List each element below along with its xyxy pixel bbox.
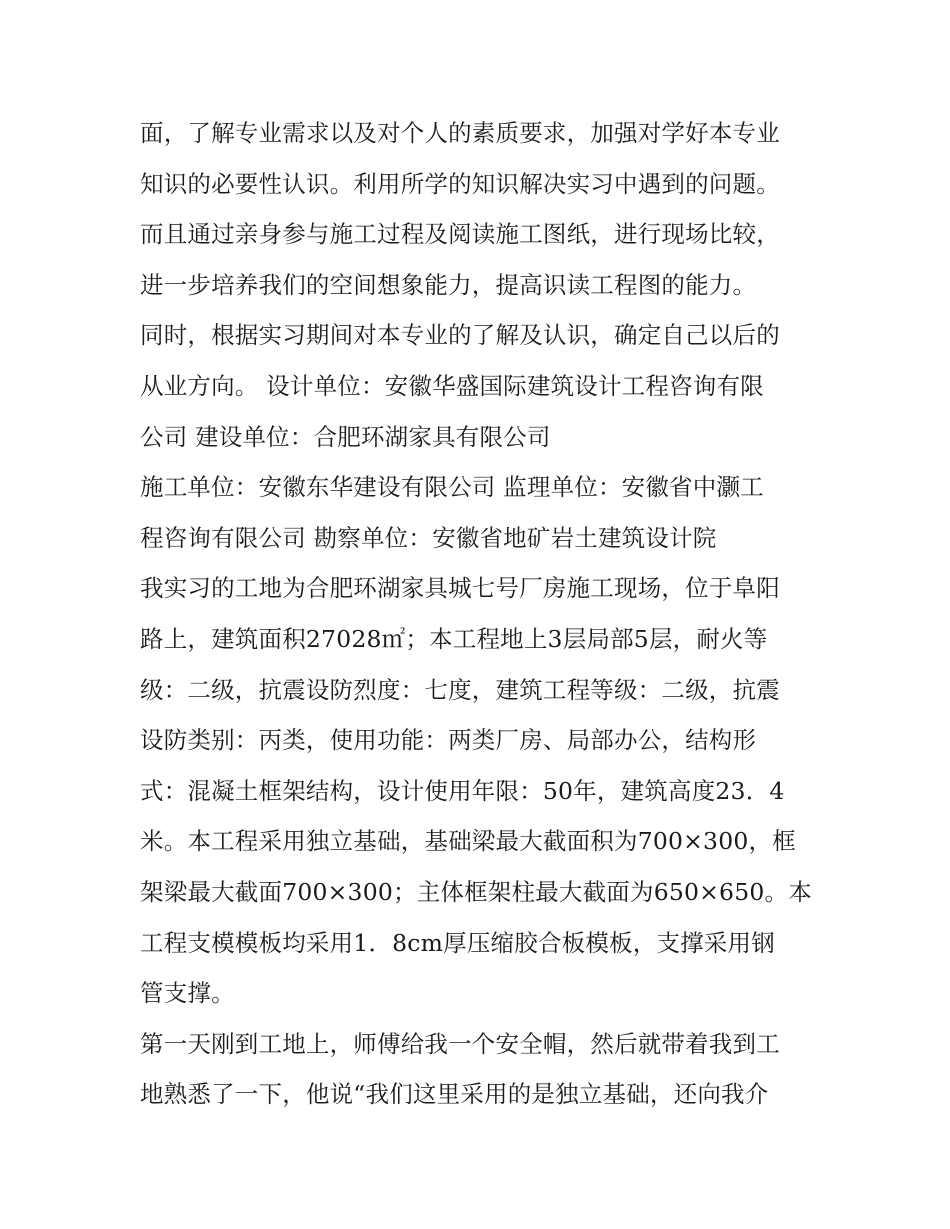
- text-line: 我实习的工地为合肥环湖家具城七号厂房施工现场，位于阜阳: [140, 574, 780, 603]
- text-line: 式：混凝土框架结构，设计使用年限：50年，建筑高度23．4: [140, 776, 785, 805]
- text-line: 管支撑。: [140, 979, 235, 1008]
- text-line: 级：二级，抗震设防烈度：七度，建筑工程等级：二级，抗震: [140, 675, 780, 704]
- text-line: 米。本工程采用独立基础，基础梁最大截面积为700×300，框: [140, 827, 796, 856]
- text-line: 从业方向。 设计单位：安徽华盛国际建筑设计工程咨询有限: [140, 371, 764, 400]
- text-line: 知识的必要性认识。利用所学的知识解决实习中遇到的问题。: [140, 169, 780, 198]
- text-line: 施工单位：安徽东华建设有限公司 监理单位：安徽省中灏工: [140, 473, 764, 502]
- text-line: 架梁最大截面700×300；主体框架柱最大截面为650×650。本: [140, 877, 812, 906]
- body-text: [140, 108, 820, 1120]
- text-line: 地熟悉了一下，他说“我们这里采用的是独立基础，还向我介: [140, 1080, 769, 1109]
- text-line: 而且通过亲身参与施工过程及阅读施工图纸，进行现场比较，: [140, 220, 780, 249]
- text-line: 路上，建筑面积27028㎡；本工程地上3层局部5层，耐火等: [140, 624, 768, 653]
- text-line: 同时，根据实习期间对本专业的了解及认识，确定自己以后的: [140, 321, 780, 350]
- text-line: 公司 建设单位：合肥环湖家具有限公司: [140, 422, 551, 451]
- text-line: 程咨询有限公司 勘察单位：安徽省地矿岩土建筑设计院: [140, 523, 717, 552]
- text-line: 面，了解专业需求以及对个人的素质要求，加强对学好本专业: [140, 119, 780, 147]
- text-line: 进一步培养我们的空间想象能力，提高识读工程图的能力。: [140, 270, 757, 299]
- text-line: 工程支模模板均采用1．8cm厚压缩胶合板模板，支撑采用钢: [140, 928, 775, 957]
- text-line: 设防类别：丙类，使用功能：两类厂房、局部办公，结构形: [140, 726, 757, 755]
- text-line: 第一天刚到工地上，师傅给我一个安全帽，然后就带着我到工: [140, 1029, 780, 1058]
